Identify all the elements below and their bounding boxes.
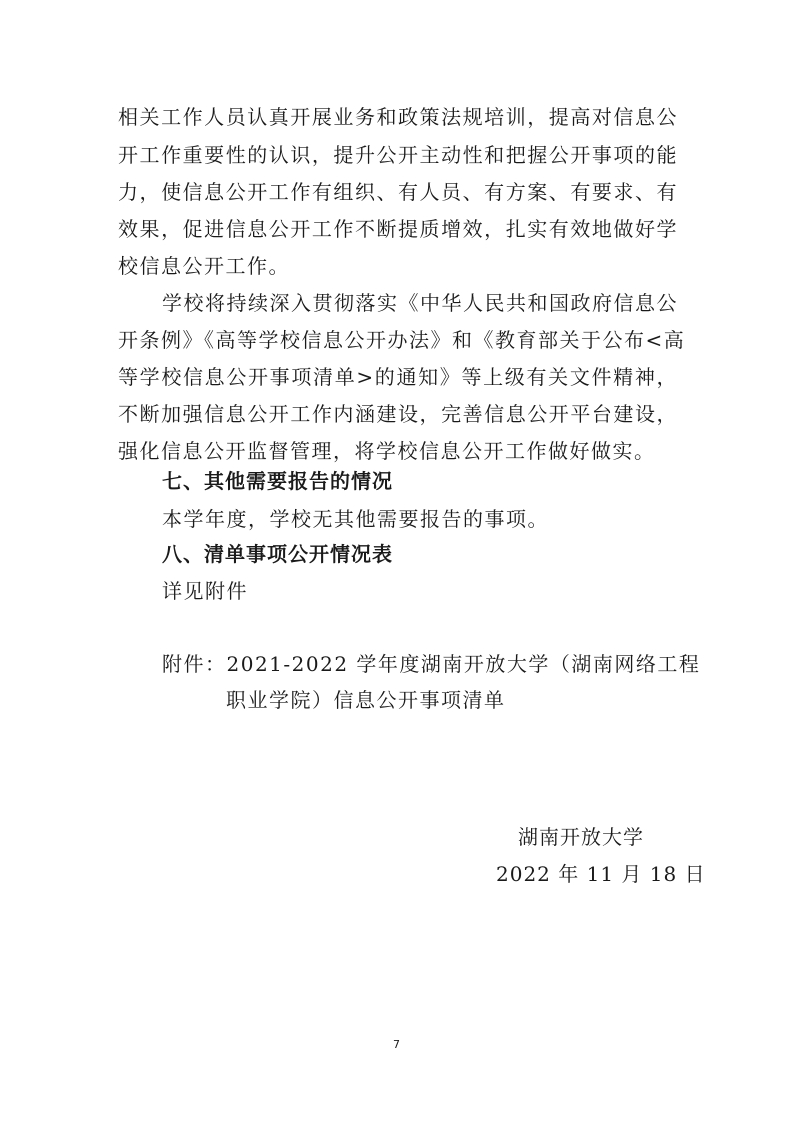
- para2-line-5: 强化信息公开监督管理，将学校信息公开工作做好做实。: [118, 439, 656, 463]
- section-7-heading: 七、其他需要报告的情况: [162, 469, 393, 493]
- page-number: 7: [393, 1038, 400, 1051]
- section-7-text: 本学年度，学校无其他需要报告的事项。: [162, 507, 549, 531]
- section-8-heading: 八、清单事项公开情况表: [162, 542, 393, 566]
- para2-line-3: 等学校信息公开事项清单>的通知》等上级有关文件精神，: [118, 365, 678, 389]
- attachment-line-2: 职业学院）信息公开事项清单: [226, 688, 506, 712]
- attachment-line-1: 附件：2021-2022 学年度湖南开放大学（湖南网络工程: [162, 652, 701, 676]
- para2-line-2: 开条例》《高等学校信息公开办法》和《教育部关于公布<高: [118, 328, 686, 352]
- para2-line-1: 学校将持续深入贯彻落实《中华人民共和国政府信息公: [162, 291, 678, 315]
- para1-line-5: 校信息公开工作。: [118, 254, 290, 278]
- para1-line-1: 相关工作人员认真开展业务和政策法规培训，提高对信息公: [118, 105, 678, 129]
- para2-line-4: 不断加强信息公开工作内涵建设，完善信息公开平台建设，: [118, 402, 678, 426]
- para1-line-4: 效果，促进信息公开工作不断提质增效，扎实有效地做好学: [118, 217, 678, 241]
- para1-line-3: 力，使信息公开工作有组织、有人员、有方案、有要求、有: [118, 180, 678, 204]
- signature-date: 2022 年 11 月 18 日: [496, 862, 706, 886]
- section-8-text: 详见附件: [162, 579, 248, 603]
- para1-line-2: 开工作重要性的认识，提升公开主动性和把握公开事项的能: [118, 143, 678, 167]
- signature-org: 湖南开放大学: [518, 825, 644, 849]
